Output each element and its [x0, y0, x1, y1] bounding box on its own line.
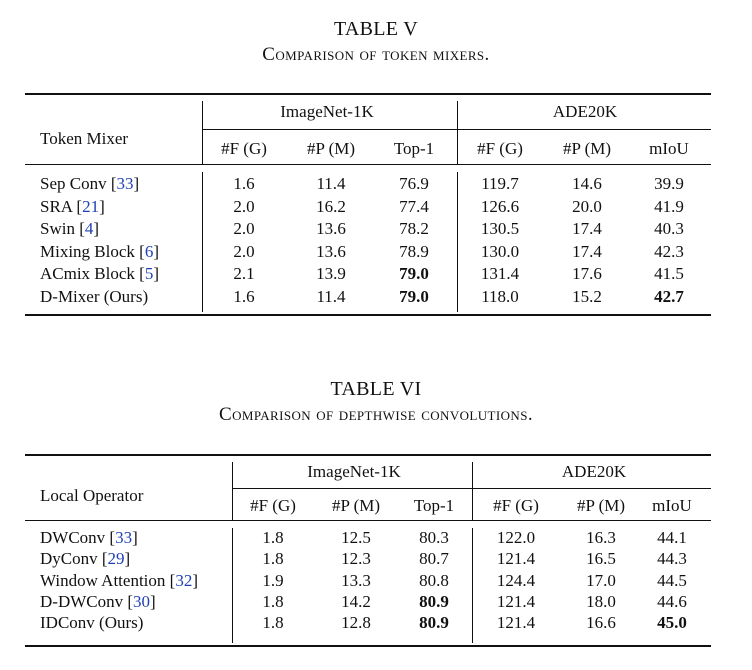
table5-row-header: Token Mixer — [40, 129, 129, 148]
table6-cell: 80.7 — [419, 549, 449, 569]
table6-cell: 16.5 — [586, 549, 616, 569]
table5-cell: 39.9 — [654, 174, 684, 193]
table5-group-imagenet: ImageNet-1K — [280, 102, 374, 121]
table5-cell: 41.9 — [654, 196, 684, 216]
table6-cell: 12.3 — [341, 549, 371, 569]
table6-cell: 121.4 — [496, 613, 536, 633]
table5-cell: 118.0 — [481, 286, 519, 306]
table6-header-rule — [25, 520, 711, 521]
table6-group-ade20k: ADE20K — [561, 462, 627, 481]
table6-col-header-5: mIoU — [652, 496, 692, 515]
table6-cell: 1.9 — [262, 570, 284, 590]
table5-bottom-rule — [25, 314, 711, 316]
table6-row-header: Local Operator — [40, 486, 144, 505]
table5-cell: 15.2 — [572, 286, 602, 306]
table5-cell: 130.0 — [480, 241, 520, 261]
table6-citation-link[interactable]: 29 — [107, 549, 125, 569]
table6-row-name: IDConv (Ours) — [40, 613, 144, 633]
table6-cell: 80.9 — [419, 613, 449, 633]
table5-citation-link[interactable]: 33 — [116, 174, 134, 193]
table6-row-name: DWConv [33] — [40, 528, 138, 547]
table5-row-name: Sep Conv [33] — [40, 174, 140, 193]
table6-cell: 44.6 — [657, 591, 687, 611]
table5-row-name: Mixing Block [6] — [40, 241, 160, 261]
table5-row-name: Swin [4] — [40, 219, 100, 238]
table6-cell: 80.3 — [419, 528, 449, 547]
table5-col-header-4: #P (M) — [562, 139, 612, 158]
table6-cell: 18.0 — [586, 591, 616, 611]
table6-row-name: DyConv [29] — [40, 549, 131, 569]
table6-cell: 122.0 — [496, 528, 536, 547]
table6-cell: 121.4 — [496, 591, 536, 611]
table5-cell: 119.7 — [481, 174, 519, 193]
table6-cell: 44.3 — [657, 549, 687, 569]
table6-vsep-header-0 — [232, 462, 233, 520]
table5-cell: 79.0 — [399, 264, 429, 283]
table6-number: TABLE VI — [330, 378, 422, 400]
table6-col-header-1: #P (M) — [331, 496, 381, 515]
table5-cell: 2.0 — [233, 196, 255, 216]
table5-cell: 76.9 — [399, 174, 429, 193]
table6-cell: 121.4 — [496, 549, 536, 569]
table5-citation-link[interactable]: 4 — [84, 219, 94, 238]
table6-cell: 12.5 — [341, 528, 371, 547]
table6-cell: 44.5 — [657, 570, 687, 590]
table5-cell: 17.4 — [572, 241, 602, 261]
table5-col-header-0: #F (G) — [221, 139, 267, 158]
table6-row-name: Window Attention [32] — [40, 570, 198, 590]
table5-col-header-3: #F (G) — [477, 139, 523, 158]
table6-cell: 80.9 — [419, 591, 449, 611]
table6-bottom-rule — [25, 645, 711, 647]
table5-cell: 40.3 — [654, 219, 684, 238]
table6-cell: 45.0 — [657, 613, 687, 633]
table5-group-ade20k: ADE20K — [552, 102, 618, 121]
table6-cell: 80.8 — [419, 570, 449, 590]
table5-cell: 2.1 — [233, 264, 255, 283]
table6-cell: 13.3 — [341, 570, 371, 590]
table5-cell: 1.6 — [233, 174, 255, 193]
table5-cell: 77.4 — [399, 196, 429, 216]
table5-vsep-body-1 — [457, 172, 458, 312]
table5-cell: 16.2 — [316, 196, 346, 216]
table5-vsep-header-1 — [457, 101, 458, 164]
table6-col-header-3: #F (G) — [493, 496, 539, 515]
table5-cell: 14.6 — [572, 174, 602, 193]
table5-col-header-1: #P (M) — [306, 139, 356, 158]
table6-vsep-body-0 — [232, 528, 233, 643]
table5-number: TABLE V — [333, 18, 418, 40]
table6-cell: 17.0 — [586, 570, 616, 590]
table6-cell: 16.3 — [586, 528, 616, 547]
table5-cell: 130.5 — [480, 219, 520, 238]
table5-cell: 42.3 — [654, 241, 684, 261]
table5-cell: 17.6 — [572, 264, 602, 283]
table5-cell: 79.0 — [399, 286, 429, 306]
table5-cell: 11.4 — [316, 174, 346, 193]
table5-citation-link[interactable]: 6 — [144, 241, 154, 261]
table5-cell: 11.4 — [316, 286, 346, 306]
table6-citation-link[interactable]: 30 — [133, 591, 151, 611]
table6-cell: 44.1 — [657, 528, 687, 547]
table5-citation-link[interactable]: 21 — [82, 196, 100, 216]
table5-row-name: ACmix Block [5] — [40, 264, 160, 283]
table5-col-header-2: Top-1 — [393, 139, 435, 158]
table5-cell: 78.9 — [399, 241, 429, 261]
table6-vsep-body-1 — [472, 528, 473, 643]
table6-col-header-0: #F (G) — [250, 496, 296, 515]
table5-vsep-body-0 — [202, 172, 203, 312]
table5-cell: 126.6 — [480, 196, 520, 216]
table5-cell: 20.0 — [572, 196, 602, 216]
table6-title: Comparison of depthwise convolutions. — [219, 404, 533, 425]
table6-col-header-2: Top-1 — [413, 496, 455, 515]
table6-cell: 1.8 — [262, 528, 284, 547]
table6-cell: 16.6 — [586, 613, 616, 633]
table6-vsep-header-1 — [472, 462, 473, 520]
table5-cell: 2.0 — [233, 219, 255, 238]
table5-cell: 1.6 — [233, 286, 255, 306]
table5-vsep-header-0 — [202, 101, 203, 164]
table5-top-rule — [25, 93, 711, 95]
table6-cell: 1.8 — [262, 613, 284, 633]
table6-cell: 1.8 — [262, 591, 284, 611]
table5-cell: 42.7 — [654, 286, 684, 306]
table5-cell: 17.4 — [572, 219, 602, 238]
table6-cell: 12.8 — [341, 613, 371, 633]
table6-citation-link[interactable]: 32 — [175, 570, 193, 590]
table5-cell: 2.0 — [233, 241, 255, 261]
table6-group-imagenet: ImageNet-1K — [307, 462, 401, 481]
table5-cell: 131.4 — [480, 264, 520, 283]
table6-col-header-4: #P (M) — [576, 496, 626, 515]
table5-row-name: SRA [21] — [40, 196, 105, 216]
table5-cell: 78.2 — [399, 219, 429, 238]
table6-row-name: D-DWConv [30] — [40, 591, 156, 611]
table5-header-rule — [25, 164, 711, 165]
table5-row-name: D-Mixer (Ours) — [40, 286, 149, 306]
table5-citation-link[interactable]: 5 — [144, 264, 154, 283]
table5-col-header-5: mIoU — [649, 139, 689, 158]
table5-title: Comparison of token mixers. — [262, 44, 490, 65]
table6-cell: 14.2 — [341, 591, 371, 611]
table6-cell: 1.8 — [262, 549, 284, 569]
table5-cell: 13.9 — [316, 264, 346, 283]
table5-cell: 13.6 — [316, 219, 346, 238]
table5-cell: 13.6 — [316, 241, 346, 261]
table5-cell: 41.5 — [654, 264, 684, 283]
table6-top-rule — [25, 454, 711, 456]
table6-citation-link[interactable]: 33 — [115, 528, 133, 547]
table6-cell: 124.4 — [496, 570, 536, 590]
